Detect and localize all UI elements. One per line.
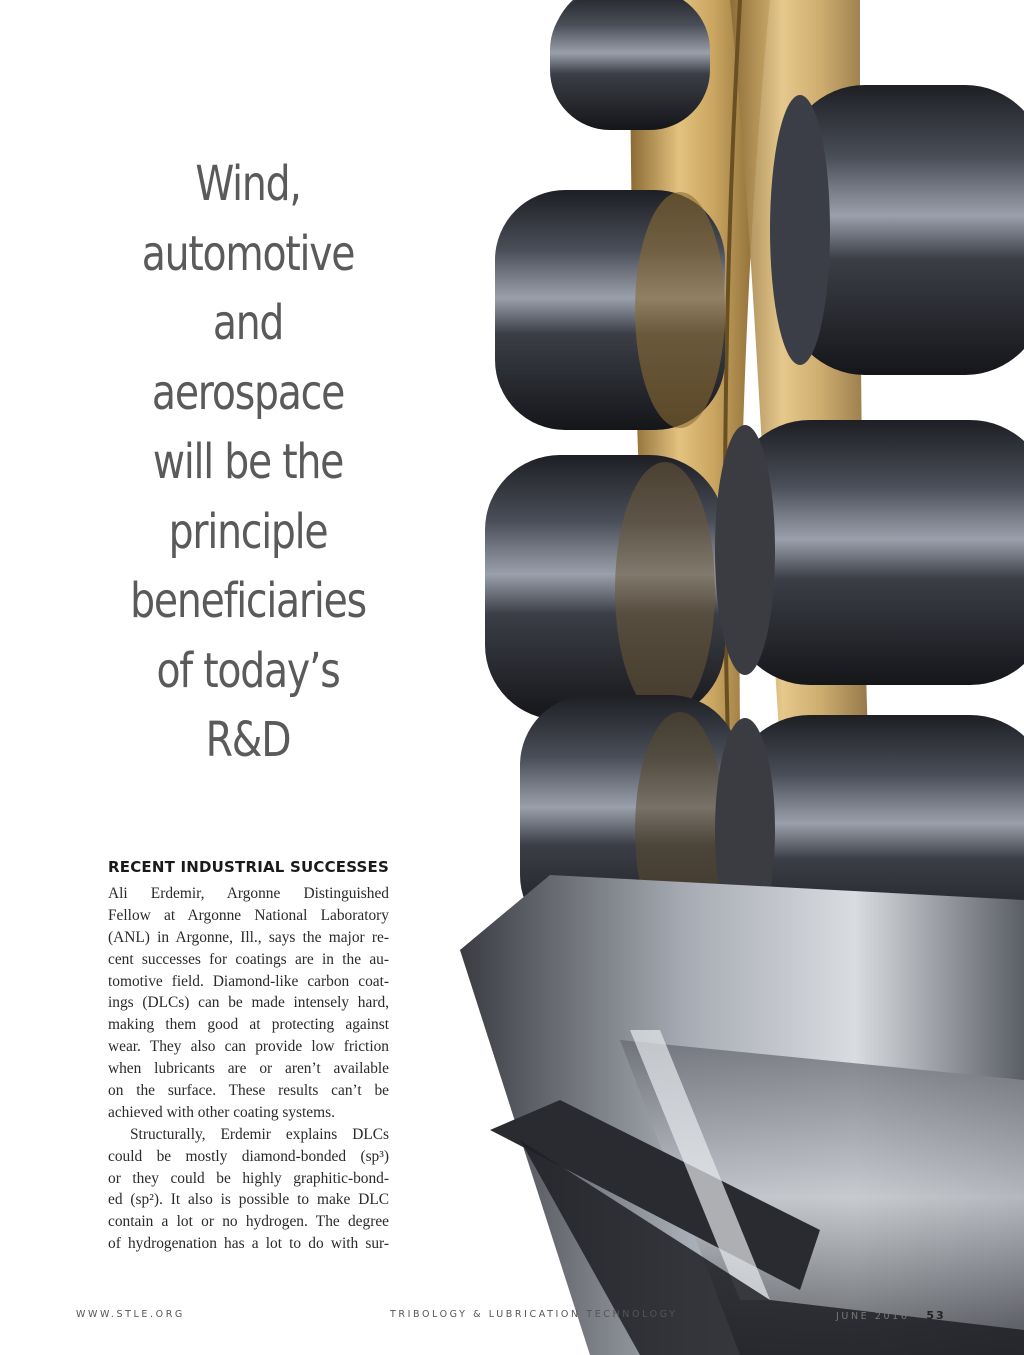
- text-line: achieved with other coating systems.: [108, 1103, 335, 1121]
- text-line: making them good at protecting against: [108, 1016, 389, 1034]
- text-line: Ali Erdemir, Argonne Distinguished: [108, 885, 389, 902]
- text-line: cent successes for coatings are in the au-: [108, 950, 389, 968]
- text-line: Fellow at Argonne National Laboratory: [108, 906, 389, 924]
- pull-quote-line: automotive: [141, 225, 355, 282]
- text-line: (ANL) in Argonne, Ill., says the major re-: [108, 928, 389, 946]
- pull-quote-line: aerospace: [151, 364, 345, 421]
- pull-quote-line: beneficiaries: [130, 573, 366, 629]
- text-line: on the surface. These results can’t be: [108, 1082, 389, 1100]
- text-line: wear. They also can provide low friction: [108, 1038, 389, 1056]
- pull-quote-line: of today’s: [156, 642, 340, 699]
- pull-quote-line: and: [212, 295, 284, 351]
- text-line: could be mostly diamond-bonded (sp³): [108, 1147, 389, 1165]
- paragraph-1: [108, 883, 389, 1124]
- text-line: of hydrogenation has a lot to do with sur-: [108, 1235, 389, 1253]
- pull-quote-line: Wind,: [195, 156, 301, 212]
- text-line: contain a lot or no hydrogen. The degree: [108, 1213, 389, 1231]
- text-line: ings (DLCs) can be made intensely hard,: [108, 994, 389, 1012]
- page-number: 53: [926, 1309, 946, 1322]
- footer-date: JUNE 2016: [836, 1311, 910, 1322]
- footer-publication: TRIBOLOGY & LUBRICATION TECHNOLOGY: [390, 1309, 678, 1320]
- text-line: tomotive field. Diamond-like carbon coat-: [108, 972, 389, 990]
- article-column: [108, 858, 389, 1255]
- pull-quote-line: will be the: [152, 434, 344, 490]
- bearing-photo: [440, 0, 1024, 1355]
- pull-quote-line: principle: [168, 503, 328, 560]
- pull-quote-line: R&D: [205, 712, 291, 768]
- footer-separator: ·: [915, 1311, 921, 1322]
- text-line: when lubricants are or aren’t available: [108, 1060, 389, 1078]
- footer-website: WWW.STLE.ORG: [76, 1309, 185, 1320]
- paragraph-2: [108, 1124, 389, 1255]
- section-heading: RECENT INDUSTRIAL SUCCESSES: [108, 858, 390, 876]
- footer-folio: [836, 1309, 946, 1322]
- text-line: ed (sp²). It also is possible to make DLC: [108, 1191, 389, 1209]
- text-line: or they could be highly graphitic-bond-: [108, 1169, 389, 1187]
- pull-quote: [100, 150, 396, 776]
- text-line: Structurally, Erdemir explains DLCs: [130, 1125, 389, 1143]
